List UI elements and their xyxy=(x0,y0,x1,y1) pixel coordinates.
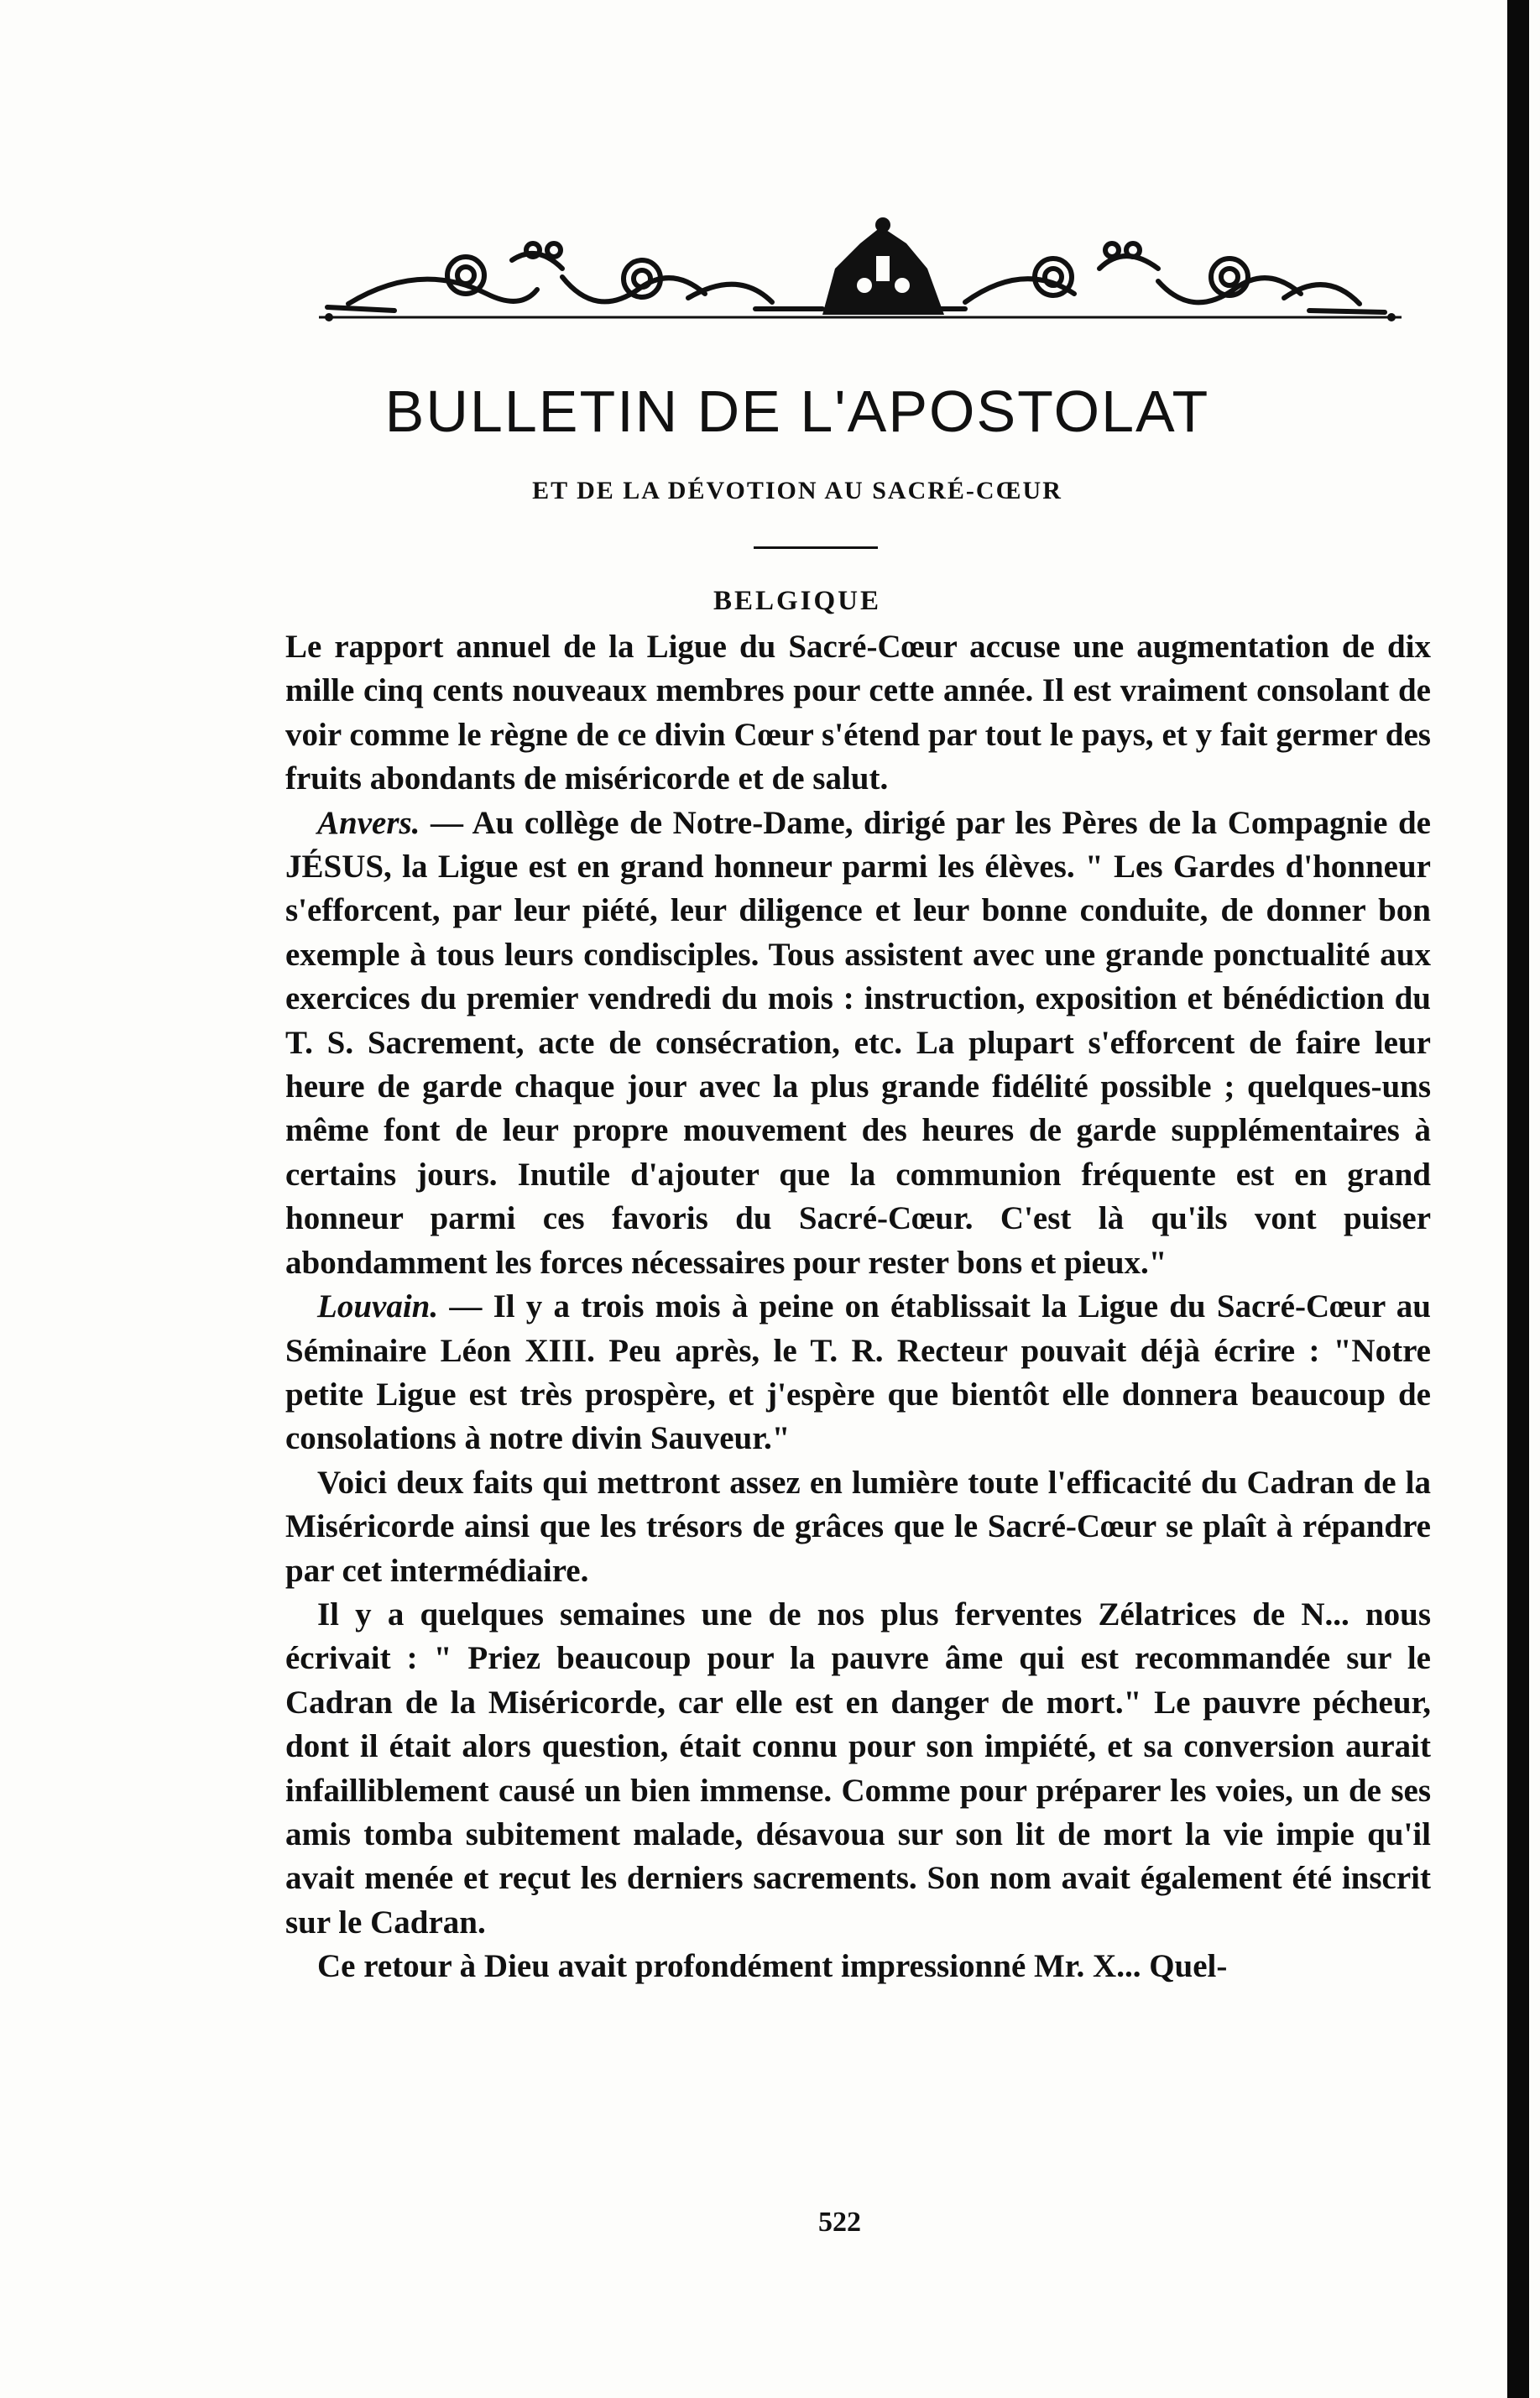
section-heading: BELGIQUE xyxy=(713,586,882,616)
article-body xyxy=(285,625,1431,1989)
paragraph xyxy=(285,1285,1431,1461)
paragraph: Ce retour à Dieu avait profondément impressionné Mr. X... Quel- xyxy=(317,1948,1228,1985)
paragraph: Le rapport annuel de la Ligue du Sacré-Cœur accuse une augmentation de dix mille cinq cents nouveaux membres pour cette année. Il est vraiment consolant de voir comme le règne de ce divin Cœur s'étend par tout le pays, et y fait germer des fruits abondants de miséricorde et de salut. xyxy=(285,629,1431,797)
paragraph: Voici deux faits qui mettront assez en lumière toute l'efficacité du Cadran de la Miséricorde ainsi que les trésors de grâces que le Sacré-Cœur se plaît à répandre par cet intermédiaire. xyxy=(285,1464,1431,1589)
page-title: BULLETIN DE L'APOSTOLAT xyxy=(384,379,1210,444)
divider-rule xyxy=(754,546,878,549)
paragraph-text: — Il y a trois mois à peine on établissait la Ligue du Sacré-Cœur au Séminaire Léon XIII. Peu après, le T. R. Recteur pouvait déjà écrire : "Notre petite Ligue est très prospère, et j'espère que bientôt elle donnera beaucoup de consolations à notre divin Sauveur." xyxy=(285,1288,1431,1457)
place-name: Anvers. xyxy=(317,804,420,841)
place-name: Louvain. xyxy=(317,1288,439,1325)
decorative-header-ornament xyxy=(319,210,1402,327)
page-subtitle: ET DE LA DÉVOTION AU SACRÉ-CŒUR xyxy=(532,477,1062,504)
page-edge-shadow xyxy=(1507,0,1529,2398)
paragraph-text: — Au collège de Notre-Dame, dirigé par les Pères de la Compagnie de JÉSUS, la Ligue est en grand honneur parmi les élèves. " Les Gardes d'honneur s'efforcent, par leur piété, leur diligence et leur bonne conduite, de donner bon exemple à tous leurs condisciples. Tous assistent avec une grande ponctualité aux exercices du premier vendredi du mois : instruction, exposition et bénédiction du T. S. Sacrement, acte de consécration, etc. La plupart s'efforcent de faire leur heure de garde chaque jour avec la plus grande fidélité possible ; quelques-uns même font de leur propre mouvement des heures de garde supplémentaires à certains jours. Inutile d'ajouter que la communion fréquente est en grand honneur parmi ces favoris du Sacré-Cœur. C'est là qu'ils vont puiser abondamment les forces nécessaires pour rester bons et pieux." xyxy=(285,804,1431,1281)
page-number: 522 xyxy=(818,2207,861,2238)
paragraph xyxy=(285,802,1431,1285)
paragraph: Il y a quelques semaines une de nos plus ferventes Zélatrices de N... nous écrivait : " Priez beaucoup pour la pauvre âme qui est recommandée sur le Cadran de la Miséricorde, car elle est en danger de mort." Le pauvre pécheur, dont il était alors question, était connu pour son impiété, et sa conversion aurait infailliblement causé un bien immense. Comme pour préparer les voies, un de ses amis tomba subitement malade, désavoua sur son lit de mort la vie impie qu'il avait menée et reçut les derniers sacrements. Son nom avait également été inscrit sur le Cadran. xyxy=(285,1596,1431,1941)
